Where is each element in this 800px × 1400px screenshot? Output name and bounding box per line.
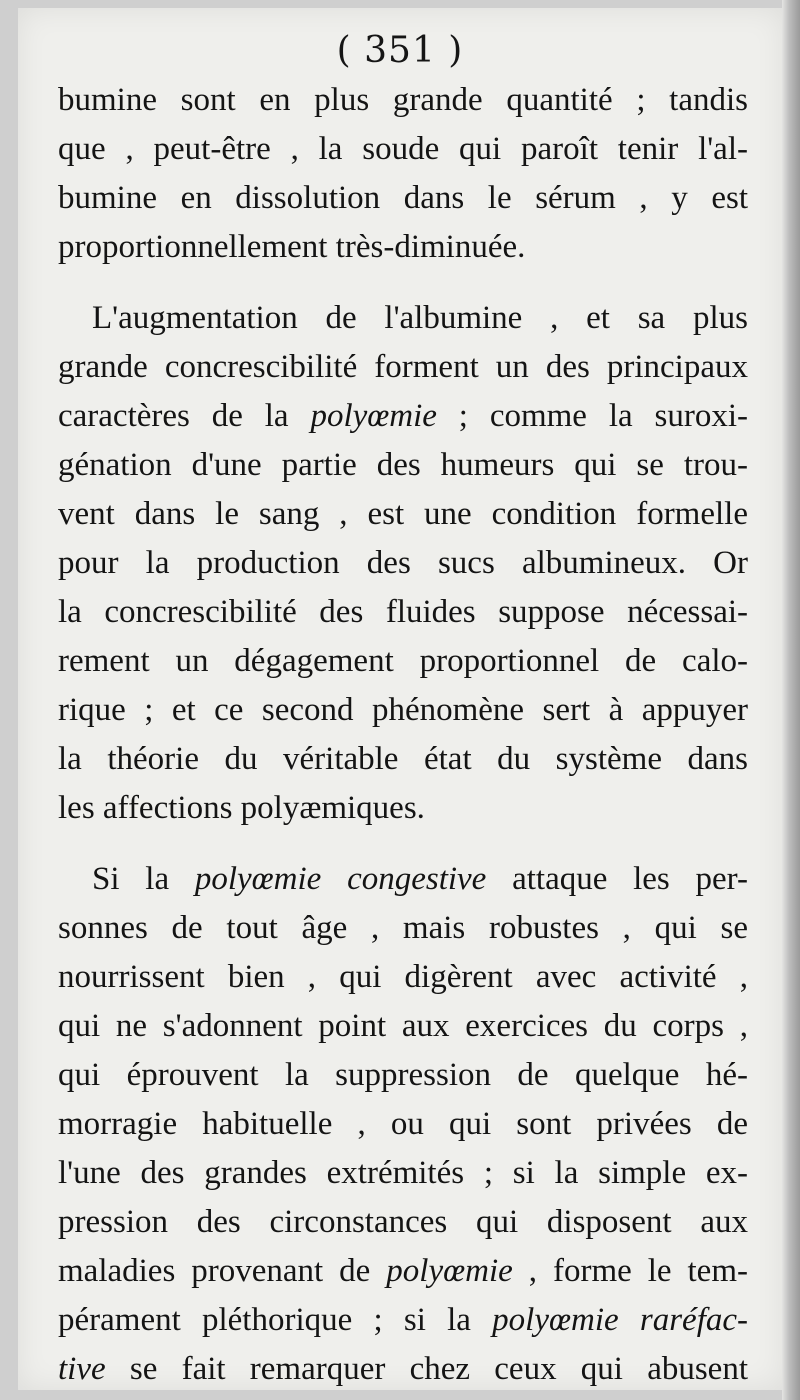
page-number: ( 351 ) xyxy=(336,30,464,71)
text-run: bumine sont en plus grande quantité ; tandis xyxy=(58,82,748,118)
text-run: bumine en dissolution dans le sérum , y est xyxy=(58,180,748,216)
text-run: nourrissent bien , qui digèrent avec activité , xyxy=(58,959,748,995)
text-line xyxy=(58,539,748,588)
text-run: l'une des grandes extrémités ; si la simple ex- xyxy=(58,1155,748,1191)
text-run: génation d'une partie des humeurs qui se trou- xyxy=(58,447,748,483)
paragraph-gap xyxy=(58,272,748,294)
text-run: la théorie du véritable état du système dans xyxy=(58,741,748,777)
text-run: les affections polyæmiques. xyxy=(58,790,425,826)
text-line xyxy=(58,1002,748,1051)
text-run: rique ; et ce second phénomène sert à appuyer xyxy=(58,692,748,728)
body-text xyxy=(58,76,748,1394)
text-line xyxy=(58,392,748,441)
text-run: se fait remarquer chez ceux qui abusent xyxy=(105,1351,748,1387)
text-run: la concrescibilité des fluides suppose nécessai- xyxy=(58,594,748,630)
italic-term: polyœmie congestive xyxy=(194,861,487,897)
italic-term: polyœmie xyxy=(310,398,437,434)
italic-term: polyœmie raréfac- xyxy=(492,1302,749,1338)
text-line xyxy=(58,904,748,953)
text-run: ; comme la suroxi- xyxy=(436,398,748,434)
text-run: sonnes de tout âge , mais robustes , qui se xyxy=(58,910,748,946)
text-line xyxy=(58,343,748,392)
text-line xyxy=(58,223,748,272)
text-run: attaque les per- xyxy=(486,861,748,897)
text-run: caractères de la xyxy=(58,398,311,434)
text-run: rement un dégagement proportionnel de calo- xyxy=(58,643,748,679)
text-line xyxy=(58,76,748,125)
paragraph-gap xyxy=(58,833,748,855)
text-line xyxy=(58,294,748,343)
page-edge-shadow xyxy=(782,0,800,1400)
text-line xyxy=(58,735,748,784)
italic-term: tive xyxy=(58,1351,106,1387)
text-line xyxy=(58,1247,748,1296)
text-run: qui ne s'adonnent point aux exercices du corps , xyxy=(58,1008,748,1044)
text-run: pour la production des sucs albumineux. Or xyxy=(58,545,748,581)
text-line xyxy=(58,588,748,637)
paragraph xyxy=(58,294,748,833)
text-run: proportionnellement très-diminuée. xyxy=(58,229,526,265)
text-run: vent dans le sang , est une condition formelle xyxy=(58,496,748,532)
text-line xyxy=(58,174,748,223)
text-line xyxy=(58,784,748,833)
text-run: que , peut-être , la soude qui paroît tenir l'al- xyxy=(58,131,748,167)
text-line xyxy=(58,490,748,539)
text-line xyxy=(58,1149,748,1198)
text-line xyxy=(58,953,748,1002)
text-run: pression des circonstances qui disposent aux xyxy=(58,1204,748,1240)
text-line xyxy=(58,637,748,686)
text-run: morragie habituelle , ou qui sont privées de xyxy=(58,1106,748,1142)
text-line xyxy=(58,1051,748,1100)
paragraph xyxy=(58,855,748,1394)
text-line xyxy=(58,1345,748,1394)
text-run: maladies provenant de xyxy=(58,1253,387,1289)
text-run: Si la xyxy=(92,861,195,897)
text-line xyxy=(58,1296,748,1345)
text-run: grande concrescibilité forment un des principaux xyxy=(58,349,748,385)
text-run: L'augmentation de l'albumine , et sa plus xyxy=(92,300,748,336)
text-line xyxy=(58,1100,748,1149)
text-run: pérament pléthorique ; si la xyxy=(58,1302,493,1338)
text-line xyxy=(58,1198,748,1247)
italic-term: polyœmie xyxy=(386,1253,513,1289)
paragraph xyxy=(58,76,748,272)
text-line xyxy=(58,125,748,174)
text-run: , forme le tem- xyxy=(512,1253,748,1289)
text-line xyxy=(58,855,748,904)
text-line xyxy=(58,441,748,490)
text-line xyxy=(58,686,748,735)
text-run: qui éprouvent la suppression de quelque hé- xyxy=(58,1057,748,1093)
